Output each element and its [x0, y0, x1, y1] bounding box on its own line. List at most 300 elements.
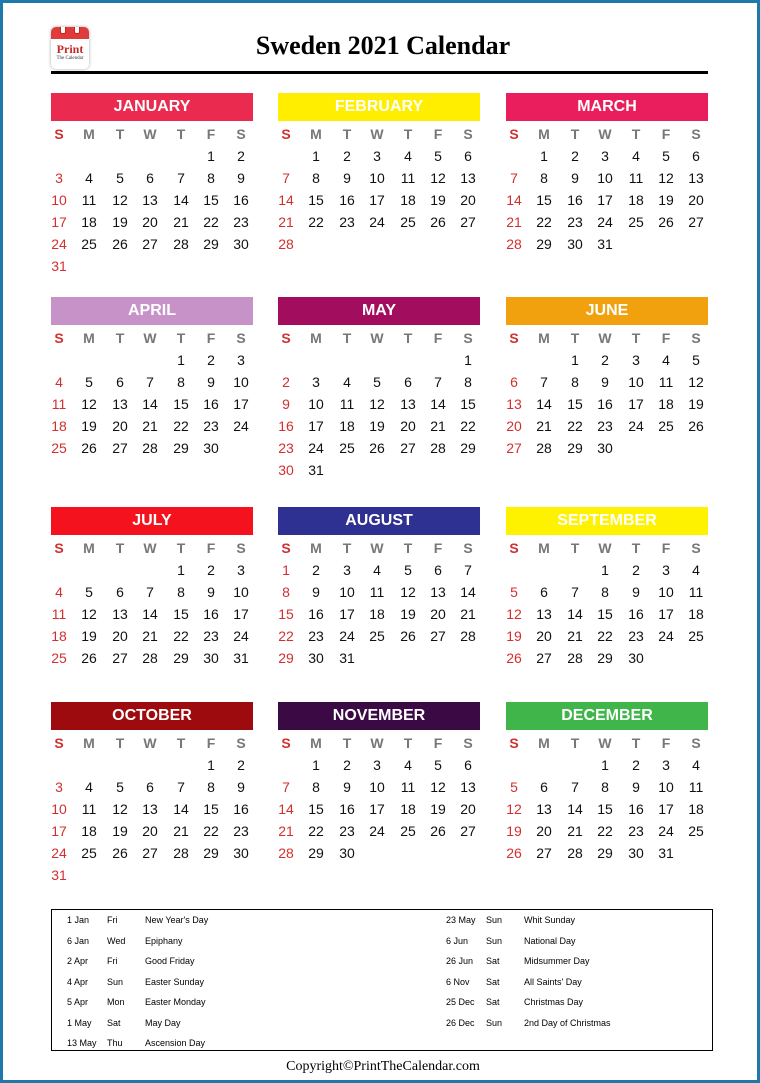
day-number: 21 [460, 606, 476, 622]
weekday-label: T [403, 735, 413, 751]
day-number: 24 [597, 214, 613, 230]
holiday-name: Easter Sunday [145, 976, 205, 987]
holiday-weekday: Mon [107, 997, 125, 1007]
day-number: 27 [142, 236, 158, 252]
week-row [278, 647, 480, 669]
title-divider [51, 71, 708, 74]
day-number: 10 [369, 779, 385, 795]
day-number: 20 [142, 823, 158, 839]
weekday-label: S [691, 126, 701, 142]
day-number: 15 [567, 396, 583, 412]
week-row [51, 864, 253, 886]
week-row [278, 754, 480, 776]
month-header: JUNE [506, 297, 708, 325]
day-number: 4 [55, 374, 63, 390]
week-row [278, 189, 480, 211]
day-number: 11 [400, 170, 416, 186]
day-number: 12 [112, 801, 128, 817]
day-number: 2 [632, 757, 640, 773]
weekday-label: S [509, 126, 519, 142]
weekday-label: T [176, 735, 186, 751]
day-number: 2 [601, 352, 609, 368]
day-number: 1 [312, 757, 320, 773]
holiday-row [446, 972, 746, 992]
day-number: 5 [662, 148, 670, 164]
week-row [278, 820, 480, 842]
day-number: 22 [536, 214, 552, 230]
day-number: 18 [688, 801, 704, 817]
day-number: 7 [434, 374, 442, 390]
day-number: 20 [460, 192, 476, 208]
day-number: 23 [203, 418, 219, 434]
day-number: 11 [628, 170, 644, 186]
holiday-weekday: Sat [486, 956, 500, 966]
day-number: 8 [282, 584, 290, 600]
weekday-label: T [342, 126, 352, 142]
weekday-label: S [463, 735, 473, 751]
day-number: 7 [177, 170, 185, 186]
day-number: 22 [203, 214, 219, 230]
week-row [278, 437, 480, 459]
day-number: 29 [536, 236, 552, 252]
holiday-name: Good Friday [145, 956, 195, 966]
month-march [506, 93, 708, 255]
day-number: 3 [55, 779, 63, 795]
weekday-row [506, 121, 708, 145]
day-number: 14 [567, 606, 583, 622]
day-number: 1 [464, 352, 472, 368]
day-number: 27 [112, 650, 128, 666]
day-number: 17 [233, 396, 249, 412]
weekday-label: T [570, 735, 580, 751]
day-number: 20 [506, 418, 522, 434]
day-number: 6 [510, 374, 518, 390]
day-number: 18 [51, 418, 67, 434]
day-number: 17 [658, 801, 674, 817]
weekday-label: W [143, 735, 157, 751]
holiday-row [446, 1013, 746, 1033]
weekday-label: T [115, 330, 125, 346]
holiday-weekday: Thu [107, 1038, 123, 1048]
week-row [506, 167, 708, 189]
weekday-label: W [598, 540, 612, 556]
day-number: 16 [278, 418, 294, 434]
month-may [278, 297, 480, 481]
day-number: 10 [658, 779, 674, 795]
holiday-weekday: Sat [486, 976, 500, 987]
day-number: 24 [658, 628, 674, 644]
day-number: 7 [177, 779, 185, 795]
day-number: 7 [146, 584, 154, 600]
day-number: 19 [112, 823, 128, 839]
weekday-label: S [54, 330, 64, 346]
week-row [51, 842, 253, 864]
holiday-row [67, 910, 367, 930]
day-number: 13 [460, 779, 476, 795]
weekday-label: S [236, 735, 246, 751]
day-number: 4 [632, 148, 640, 164]
weekday-label: M [310, 540, 322, 556]
weekday-label: F [661, 735, 671, 751]
weekday-row [278, 730, 480, 754]
holiday-weekday: Fri [107, 915, 118, 925]
week-row [278, 842, 480, 864]
weekday-label: M [83, 735, 95, 751]
day-number: 11 [81, 801, 97, 817]
weekday-label: T [570, 126, 580, 142]
day-number: 3 [632, 352, 640, 368]
weekday-label: S [54, 540, 64, 556]
month-august [278, 507, 480, 669]
weekday-label: T [403, 126, 413, 142]
day-number: 24 [658, 823, 674, 839]
day-number: 12 [369, 396, 385, 412]
day-number: 18 [81, 823, 97, 839]
day-number: 11 [51, 396, 67, 412]
weekday-label: M [538, 540, 550, 556]
day-number: 18 [339, 418, 355, 434]
weekday-label: M [83, 126, 95, 142]
weekday-label: S [509, 330, 519, 346]
month-header: AUGUST [278, 507, 480, 535]
week-row [506, 820, 708, 842]
day-number: 17 [339, 606, 355, 622]
weekday-label: T [403, 540, 413, 556]
holiday-date: 25 Dec [446, 997, 475, 1007]
weekday-label: W [370, 735, 384, 751]
day-number: 10 [233, 584, 249, 600]
day-number: 29 [308, 845, 324, 861]
day-number: 25 [688, 628, 704, 644]
day-number: 23 [233, 823, 249, 839]
weekday-label: W [143, 126, 157, 142]
day-number: 11 [688, 779, 704, 795]
day-number: 11 [81, 192, 97, 208]
week-row [506, 415, 708, 437]
day-number: 1 [601, 562, 609, 578]
day-number: 7 [464, 562, 472, 578]
day-number: 5 [510, 584, 518, 600]
weekday-label: W [143, 330, 157, 346]
day-number: 6 [146, 170, 154, 186]
day-number: 30 [567, 236, 583, 252]
holiday-date: 2 Apr [67, 956, 89, 966]
day-number: 26 [369, 440, 385, 456]
day-number: 29 [460, 440, 476, 456]
day-number: 17 [628, 396, 644, 412]
day-number: 1 [571, 352, 579, 368]
holiday-name: Epiphany [145, 935, 183, 946]
day-number: 3 [601, 148, 609, 164]
day-number: 14 [173, 801, 189, 817]
weekday-label: F [433, 735, 443, 751]
week-row [51, 798, 253, 820]
weekday-label: S [463, 330, 473, 346]
day-number: 4 [692, 562, 700, 578]
holiday-name: All Saints' Day [524, 976, 582, 987]
day-number: 20 [112, 628, 128, 644]
day-number: 31 [339, 650, 355, 666]
day-number: 26 [688, 418, 704, 434]
day-number: 8 [312, 170, 320, 186]
week-row [506, 437, 708, 459]
week-row [278, 233, 480, 255]
day-number: 13 [688, 170, 704, 186]
day-number: 12 [506, 801, 522, 817]
day-number: 22 [308, 823, 324, 839]
day-number: 27 [112, 440, 128, 456]
day-number: 5 [692, 352, 700, 368]
day-number: 14 [506, 192, 522, 208]
day-number: 9 [632, 584, 640, 600]
day-number: 29 [173, 650, 189, 666]
day-number: 6 [116, 374, 124, 390]
holiday-name: Whit Sunday [524, 915, 576, 925]
weekday-label: T [570, 540, 580, 556]
month-header: JULY [51, 507, 253, 535]
weekday-label: T [342, 735, 352, 751]
day-number: 5 [85, 374, 93, 390]
day-number: 17 [233, 606, 249, 622]
weekday-label: S [281, 330, 291, 346]
holiday-row [67, 1013, 367, 1033]
weekday-label: W [598, 330, 612, 346]
week-row [506, 603, 708, 625]
week-row [51, 603, 253, 625]
holiday-weekday: Sun [486, 935, 503, 946]
day-number: 21 [173, 823, 189, 839]
day-number: 3 [662, 562, 670, 578]
weekday-label: S [509, 540, 519, 556]
day-number: 14 [278, 801, 294, 817]
day-number: 19 [112, 214, 128, 230]
day-number: 30 [233, 845, 249, 861]
day-number: 18 [628, 192, 644, 208]
day-number: 21 [142, 418, 158, 434]
weekday-label: T [176, 540, 186, 556]
day-number: 6 [540, 584, 548, 600]
day-number: 19 [81, 418, 97, 434]
week-row [278, 559, 480, 581]
weekday-label: S [281, 735, 291, 751]
weekday-row [278, 325, 480, 349]
week-row [278, 581, 480, 603]
day-number: 4 [692, 757, 700, 773]
day-number: 27 [536, 845, 552, 861]
day-number: 14 [278, 192, 294, 208]
holiday-date: 1 May [67, 1017, 92, 1028]
weekday-label: F [206, 735, 216, 751]
weekday-label: F [661, 540, 671, 556]
day-number: 15 [308, 192, 324, 208]
week-row [506, 754, 708, 776]
day-number: 26 [81, 440, 97, 456]
weekday-label: M [538, 330, 550, 346]
day-number: 16 [567, 192, 583, 208]
holiday-row [446, 992, 746, 1012]
day-number: 28 [460, 628, 476, 644]
weekday-label: S [54, 735, 64, 751]
week-row [278, 603, 480, 625]
month-header: MAY [278, 297, 480, 325]
day-number: 10 [308, 396, 324, 412]
weekday-label: T [342, 330, 352, 346]
day-number: 16 [203, 396, 219, 412]
day-number: 7 [282, 779, 290, 795]
day-number: 24 [233, 628, 249, 644]
day-number: 6 [692, 148, 700, 164]
holiday-date: 6 Jan [67, 935, 90, 946]
day-number: 8 [464, 374, 472, 390]
day-number: 25 [688, 823, 704, 839]
logo-subtext: The Calendar [56, 56, 84, 61]
day-number: 27 [506, 440, 522, 456]
day-number: 10 [658, 584, 674, 600]
day-number: 5 [85, 584, 93, 600]
day-number: 8 [312, 779, 320, 795]
day-number: 24 [339, 628, 355, 644]
day-number: 5 [510, 779, 518, 795]
day-number: 6 [540, 779, 548, 795]
day-number: 20 [536, 823, 552, 839]
day-number: 14 [460, 584, 476, 600]
day-number: 19 [430, 801, 446, 817]
day-number: 26 [506, 845, 522, 861]
day-number: 16 [628, 606, 644, 622]
weekday-label: W [370, 330, 384, 346]
day-number: 13 [536, 606, 552, 622]
day-number: 16 [597, 396, 613, 412]
day-number: 9 [571, 170, 579, 186]
day-number: 15 [308, 801, 324, 817]
weekday-label: S [236, 126, 246, 142]
week-row [506, 776, 708, 798]
day-number: 9 [237, 170, 245, 186]
day-number: 29 [173, 440, 189, 456]
day-number: 1 [207, 757, 215, 773]
week-row [278, 393, 480, 415]
weekday-label: S [463, 540, 473, 556]
day-number: 15 [597, 801, 613, 817]
day-number: 21 [278, 823, 294, 839]
week-row [506, 349, 708, 371]
day-number: 31 [51, 258, 67, 274]
weekday-label: T [115, 126, 125, 142]
holiday-name: 2nd Day of Christmas [524, 1017, 611, 1028]
day-number: 4 [55, 584, 63, 600]
day-number: 3 [237, 562, 245, 578]
day-number: 15 [536, 192, 552, 208]
day-number: 21 [430, 418, 446, 434]
day-number: 24 [628, 418, 644, 434]
day-number: 26 [430, 214, 446, 230]
day-number: 1 [282, 562, 290, 578]
day-number: 29 [597, 845, 613, 861]
weekday-label: T [115, 540, 125, 556]
week-row [51, 559, 253, 581]
holiday-date: 5 Apr [67, 997, 89, 1007]
day-number: 12 [112, 192, 128, 208]
day-number: 20 [430, 606, 446, 622]
day-number: 31 [51, 867, 67, 883]
day-number: 23 [233, 214, 249, 230]
day-number: 30 [203, 650, 219, 666]
day-number: 17 [597, 192, 613, 208]
month-february [278, 93, 480, 255]
holiday-weekday: Sun [486, 1017, 503, 1028]
day-number: 11 [51, 606, 67, 622]
holiday-row [67, 992, 367, 1012]
day-number: 2 [343, 757, 351, 773]
day-number: 1 [177, 352, 185, 368]
day-number: 5 [434, 148, 442, 164]
day-number: 18 [81, 214, 97, 230]
week-row [278, 145, 480, 167]
day-number: 11 [339, 396, 355, 412]
day-number: 27 [430, 628, 446, 644]
day-number: 12 [430, 779, 446, 795]
week-row [506, 798, 708, 820]
day-number: 6 [146, 779, 154, 795]
week-row [51, 167, 253, 189]
page-title: Sweden 2021 Calendar [255, 31, 511, 60]
day-number: 9 [312, 584, 320, 600]
week-row [506, 842, 708, 864]
day-number: 11 [688, 584, 704, 600]
day-number: 20 [400, 418, 416, 434]
day-number: 8 [207, 170, 215, 186]
weekday-row [278, 535, 480, 559]
day-number: 14 [142, 606, 158, 622]
week-row [278, 349, 480, 371]
weekday-label: T [631, 126, 641, 142]
weekday-label: T [115, 735, 125, 751]
day-number: 25 [400, 823, 416, 839]
day-number: 12 [81, 396, 97, 412]
week-row [506, 559, 708, 581]
day-number: 26 [430, 823, 446, 839]
day-number: 6 [404, 374, 412, 390]
day-number: 13 [112, 606, 128, 622]
day-number: 5 [434, 757, 442, 773]
day-number: 14 [173, 192, 189, 208]
weekday-label: S [691, 735, 701, 751]
weekday-label: F [206, 330, 216, 346]
weekday-label: W [598, 126, 612, 142]
day-number: 16 [628, 801, 644, 817]
weekday-label: T [631, 735, 641, 751]
day-number: 3 [55, 170, 63, 186]
day-number: 21 [567, 628, 583, 644]
month-header: NOVEMBER [278, 702, 480, 730]
day-number: 1 [312, 148, 320, 164]
day-number: 12 [688, 374, 704, 390]
weekday-label: M [310, 330, 322, 346]
day-number: 16 [339, 801, 355, 817]
holiday-row [67, 951, 367, 971]
day-number: 22 [567, 418, 583, 434]
day-number: 17 [51, 823, 67, 839]
holiday-date: 13 May [67, 1038, 97, 1048]
week-row [51, 371, 253, 393]
day-number: 10 [369, 170, 385, 186]
day-number: 30 [233, 236, 249, 252]
day-number: 8 [571, 374, 579, 390]
day-number: 15 [173, 396, 189, 412]
month-header: OCTOBER [51, 702, 253, 730]
week-row [51, 581, 253, 603]
day-number: 16 [233, 801, 249, 817]
